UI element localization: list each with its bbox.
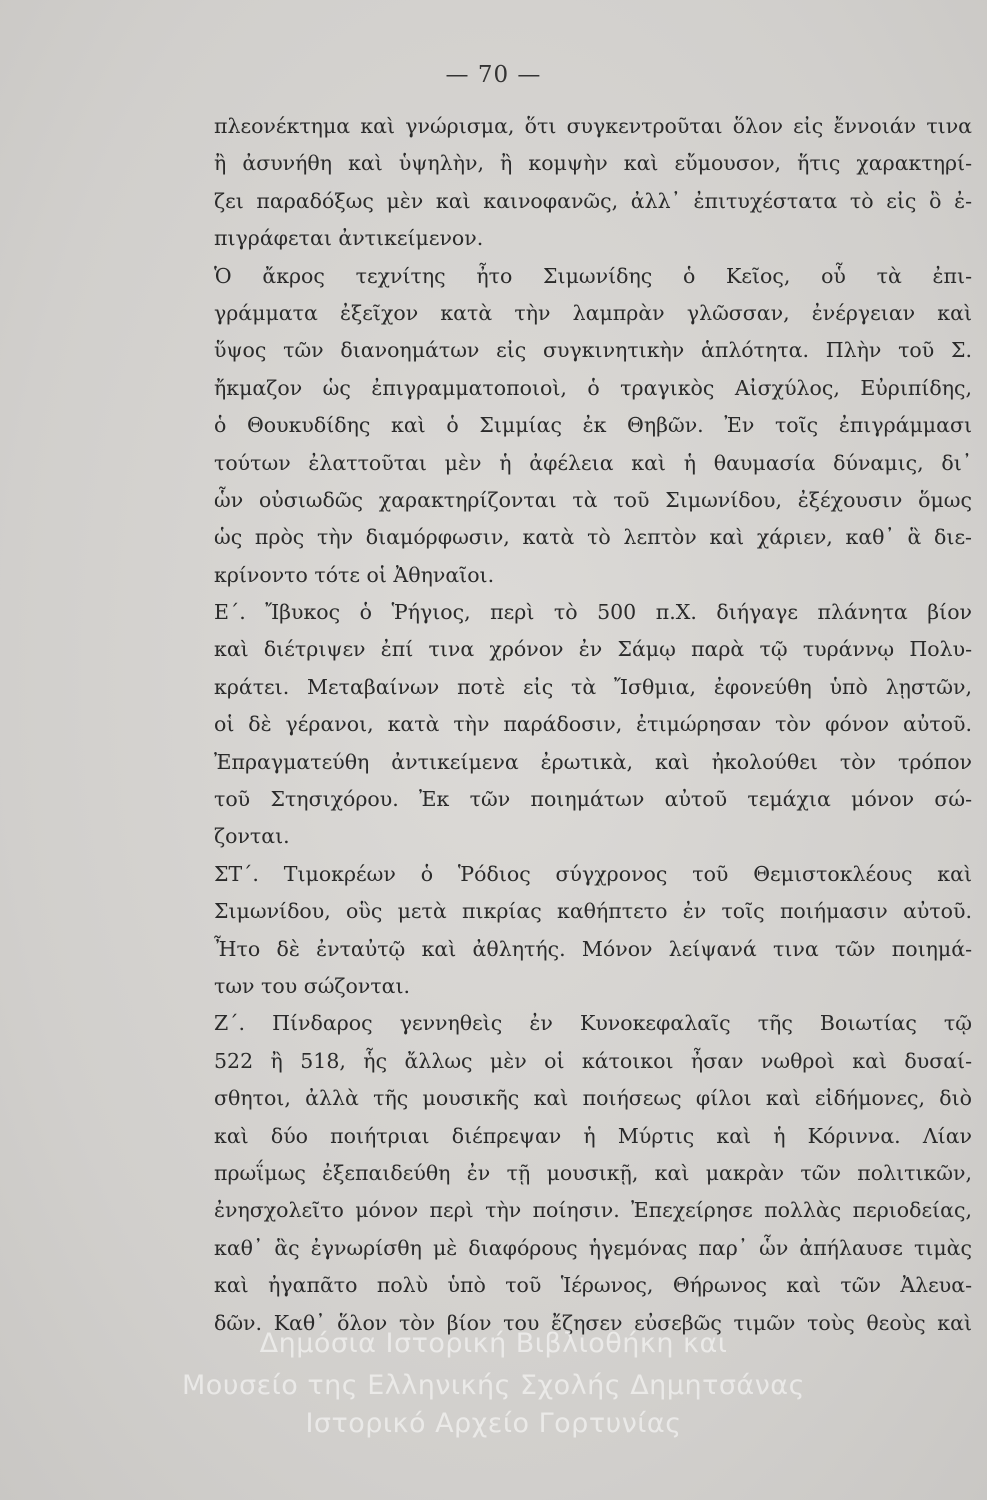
text-line: πλεονέκτημα καὶ γνώρισμα, ὅτι συγκεντροῦται ὅλον εἰς ἔννοιάν τινα <box>214 114 972 138</box>
text-line: Ὁ ἄκρος τεχνίτης ἦτο Σιμωνίδης ὁ Κεῖος, οὗ τὰ ἐπι- <box>214 263 972 288</box>
text-line: οἱ δὲ γέρανοι, κατὰ τὴν παράδοσιν, ἐτιμώρησαν τὸν φόνον αὐτοῦ. <box>214 712 972 737</box>
watermark-line-2: Μουσείο της Ελληνικής Σχολής Δημητσάνας <box>182 1370 805 1401</box>
text-line: ΣΤ΄. Τιμοκρέων ὁ Ῥόδιος σύγχρονος τοῦ Θεμιστοκλέους καὶ <box>214 861 972 886</box>
text-line: Ε΄. Ἴβυκος ὁ Ῥήγιος, περὶ τὸ 500 π.Χ. διήγαγε πλάνητα βίον <box>214 600 972 625</box>
watermark-line-3: Ιστορικό Αρχείο Γορτυνίας <box>305 1408 682 1439</box>
text-line: καὶ δύο ποιήτριαι διέπρεψαν ἡ Μύρτις καὶ ἡ Κόριννα. Λίαν <box>214 1123 972 1148</box>
text-line: ζονται. <box>214 824 290 849</box>
text-line: τοῦ Στησιχόρου. Ἐκ τῶν ποιημάτων αὐτοῦ τεμάχια μόνον σώ- <box>214 787 972 812</box>
text-line: πιγράφεται ἀντικείμενον. <box>214 226 484 251</box>
page-number: — 70 — <box>445 62 542 88</box>
text-line: Ἐπραγματεύθη ἀντικείμενα ἐρωτικὰ, καὶ ἠκολούθει τὸν τρόπον <box>214 749 972 774</box>
text-line: ἤκμαζον ὡς ἐπιγραμματοποιοὶ, ὁ τραγικὸς Αἰσχύλος, Εὐριπίδης, <box>214 375 972 400</box>
text-line: ὕψος τῶν διανοημάτων εἰς συγκινητικὴν ἁπλότητα. Πλὴν τοῦ Σ. <box>214 338 972 363</box>
text-line: Ζ΄. Πίνδαρος γεννηθεὶς ἐν Κυνοκεφαλαῖς τῆς Βοιωτίας τῷ <box>214 1011 972 1036</box>
text-line: ἢ ἀσυνήθη καὶ ὑψηλὴν, ἢ κομψὴν καὶ εὔμουσον, ἥτις χαρακτηρί- <box>214 151 972 176</box>
text-line: Ἦτο δὲ ἐνταὐτῷ καὶ ἀθλητής. Μόνον λείψανά τινα τῶν ποιημά- <box>214 936 972 961</box>
text-line: ὁ Θουκυδίδης καὶ ὁ Σιμμίας ἐκ Θηβῶν. Ἐν τοῖς ἐπιγράμμασι <box>214 413 972 438</box>
text-line: ὡς πρὸς τὴν διαμόρφωσιν, κατὰ τὸ λεπτὸν καὶ χάριεν, καθ᾽ ἃ διε- <box>214 525 972 550</box>
text-line: τούτων ἐλαττοῦται μὲν ἡ ἀφέλεια καὶ ἡ θαυμασία δύναμις, δι᾽ <box>214 450 972 475</box>
text-line: κράτει. Μεταβαίνων ποτὲ εἰς τὰ Ἴσθμια, ἐφονεύθη ὑπὸ λῃστῶν, <box>214 674 972 699</box>
text-line: ἐνησχολεῖτο μόνον περὶ τὴν ποίησιν. Ἐπεχείρησε πολλὰς περιοδείας, <box>214 1198 972 1223</box>
text-line: σθητοι, ἀλλὰ τῆς μουσικῆς καὶ ποιήσεως φίλοι καὶ εἰδήμονες, διὸ <box>214 1086 972 1111</box>
text-line: δῶν. Καθ᾽ ὅλον τὸν βίον του ἔζησεν εὐσεβῶς τιμῶν τοὺς θεοὺς καὶ <box>214 1310 972 1335</box>
text-line: καὶ ἠγαπᾶτο πολὺ ὑπὸ τοῦ Ἱέρωνος, Θήρωνος καὶ τῶν Ἀλευα- <box>214 1273 972 1298</box>
body-text <box>214 108 972 1342</box>
text-line: γράμματα ἐξεῖχον κατὰ τὴν λαμπρὰν γλῶσσαν, ἐνέργειαν καὶ <box>214 300 972 325</box>
text-line: καὶ διέτριψεν ἐπί τινα χρόνον ἐν Σάμῳ παρὰ τῷ τυράννῳ Πολυ- <box>214 637 972 662</box>
text-line: ζει παραδόξως μὲν καὶ καινοφανῶς, ἀλλ᾽ ἐπιτυχέστατα τὸ εἰς ὃ ἐ- <box>214 188 972 213</box>
text-line: Σιμωνίδου, οὓς μετὰ πικρίας καθήπτετο ἐν τοῖς ποιήμασιν αὐτοῦ. <box>214 899 972 924</box>
text-line: πρωΐμως ἐξεπαιδεύθη ἐν τῇ μουσικῇ, καὶ μακρὰν τῶν πολιτικῶν, <box>214 1160 972 1185</box>
text-line: κρίνοντο τότε οἱ Ἀθηναῖοι. <box>214 562 495 587</box>
text-line: ὧν οὐσιωδῶς χαρακτηρίζονται τὰ τοῦ Σιμωνίδου, ἐξέχουσιν ὅμως <box>214 487 972 512</box>
text-line: 522 ἢ 518, ἧς ἄλλως μὲν οἱ κάτοικοι ἦσαν νωθροὶ καὶ δυσαί- <box>214 1048 972 1073</box>
text-line: καθ᾽ ἃς ἐγνωρίσθη μὲ διαφόρους ἡγεμόνας παρ᾽ ὧν ἀπήλαυσε τιμὰς <box>214 1235 972 1260</box>
watermark-line-1: Δημόσια Ιστορική Βιβλιοθήκη και <box>259 1328 728 1359</box>
text-line: των του σώζονται. <box>214 973 411 998</box>
